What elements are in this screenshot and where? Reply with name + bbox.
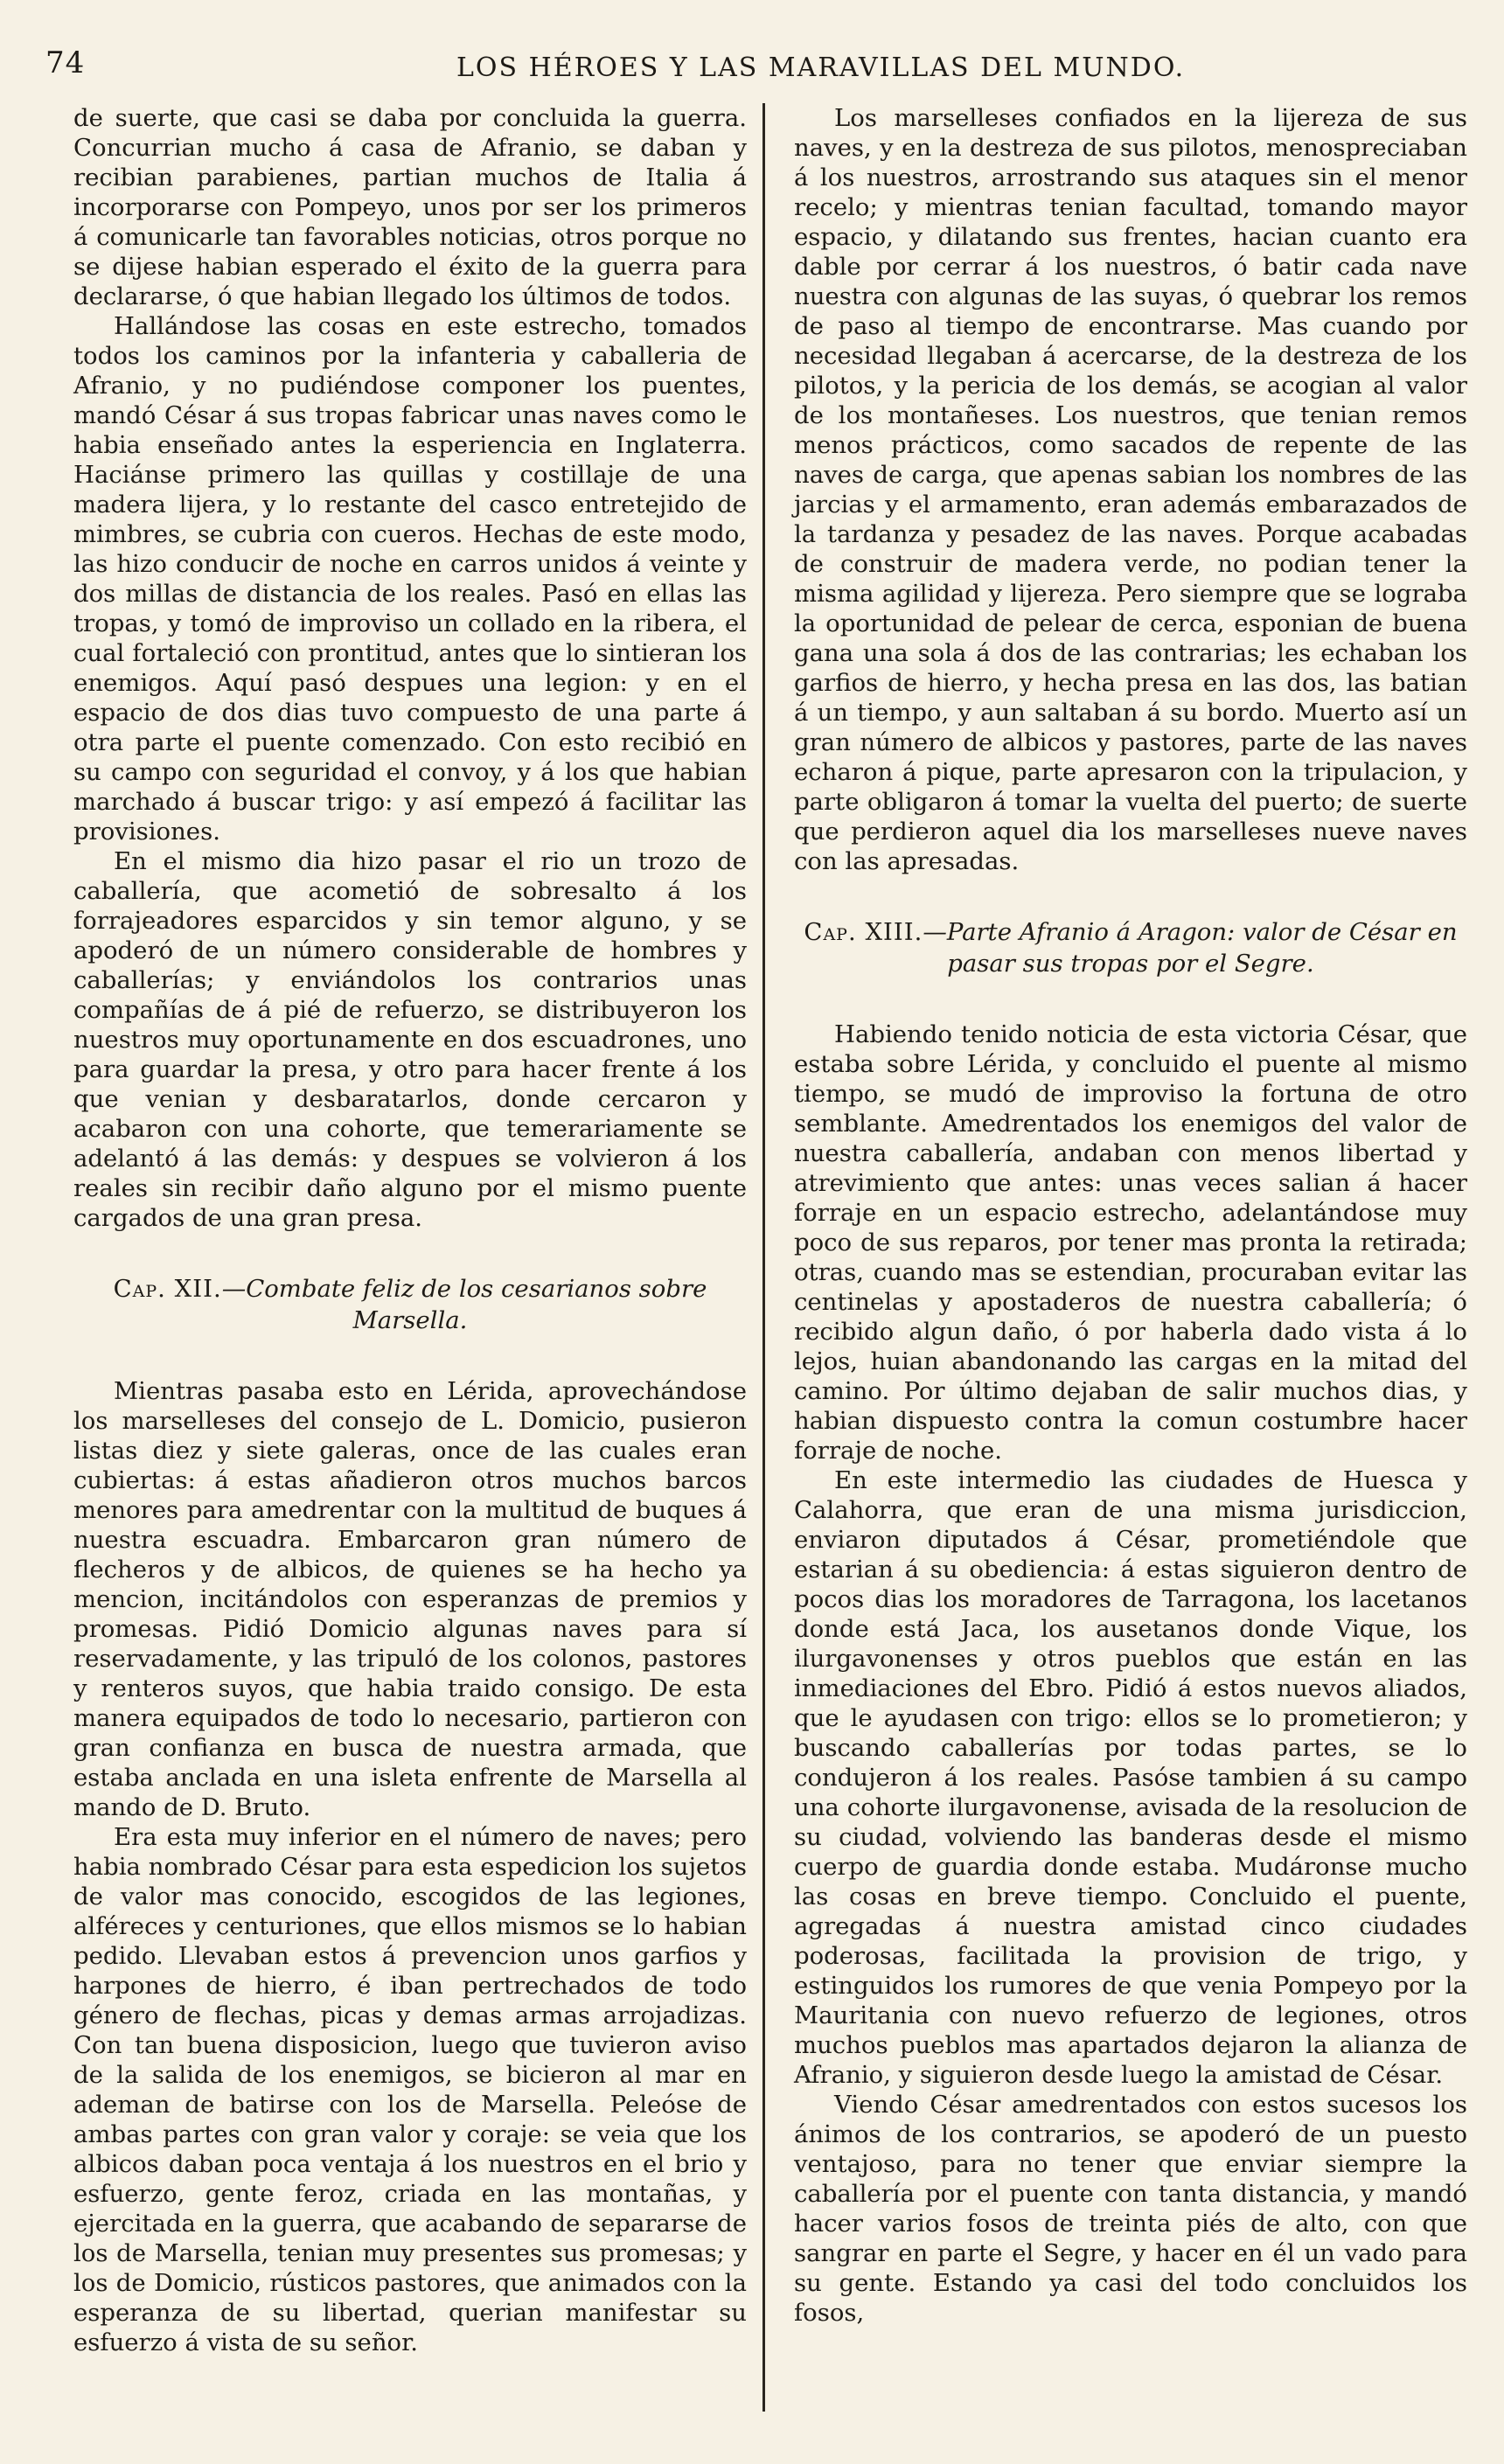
chapter-heading-xii	[73, 1273, 747, 1336]
running-title: LOS HÉROES Y LAS MARAVILLAS DEL MUNDO.	[456, 52, 1186, 83]
left-column	[73, 103, 747, 2357]
column-divider	[762, 103, 765, 2412]
chapter-heading-xiii	[794, 916, 1467, 979]
paragraph: Hallándose las cosas en este estrecho, tomados todos los caminos por la infanteria y caballeria de Afranio, y no pudiéndose componer los puentes, mandó César á sus tropas fabricar unas naves como le habia enseñado antes la esperiencia en Inglaterra. Haciánse primero las quillas y costillaje de una madera lijera, y lo restante del casco entretejido de mimbres, se cubria con cueros. Hechas de este modo, las hizo conducir de noche en carros unidos á veinte y dos millas de distancia de los reales. Pasó en ellas las tropas, y tomó de improviso un collado en la ribera, el cual fortaleció con prontitud, antes que lo sintieran los enemigos. Aquí pasó despues una legion: y en el espacio de dos dias tuvo compuesto de una parte á otra parte el puente comenzado. Con esto recibió en su campo con seguridad el convoy, y á los que habian marchado á buscar trigo: y así empezó á facilitar las provisiones.	[73, 312, 747, 846]
chapter-label: Cap. XII.	[113, 1275, 222, 1303]
paragraph: Mientras pasaba esto en Lérida, aprovechándose los marselleses del consejo de L. Domicio, pusieron listas diez y siete galeras, once de las cuales eran cubiertas: á estas añadieron otros muchos barcos menores para amedrentar con la multitud de buques á nuestra escuadra. Embarcaron gran número de flecheros y de albicos, de quienes se ha hecho ya mencion, incitándolos con esperanzas de premios y promesas. Pidió Domicio algunas naves para sí reservadamente, y las tripuló de los colonos, pastores y renteros suyos, que habia traido consigo. De esta manera equipados de todo lo necesario, partieron con gran confianza en busca de nuestra armada, que estaba anclada en una isleta enfrente de Marsella al mando de D. Bruto.	[73, 1377, 747, 1821]
chapter-title: —Parte Afranio á Aragon: valor de César en pasar sus tropas por el Segre.	[923, 918, 1458, 978]
paragraph: de suerte, que casi se daba por concluida la guerra. Concurrian mucho á casa de Afranio, se daban y recibian parabienes, partian muchos de Italia á incorporarse con Pompeyo, unos por ser los primeros á comunicarle tan favorables noticias, otros porque no se dijese habian esperado el éxito de la guerra para declararse, ó que habian llegado los últimos de todos.	[73, 104, 747, 310]
paragraph: Era esta muy inferior en el número de naves; pero habia nombrado César para esta espedicion los sujetos de valor mas conocido, escogidos de las legiones, alféreces y centuriones, que ellos mismos se lo habian pedido. Llevaban estos á prevencion unos garfios y harpones de hierro, é iban pertrechados de todo género de flechas, picas y demas armas arrojadizas. Con tan buena disposicion, luego que tuvieron aviso de la salida de los enemigos, se bicieron al mar en ademan de batirse con los de Marsella. Peleóse de ambas partes con gran valor y coraje: se veia que los albicos daban poca ventaja á los nuestros en el brio y esfuerzo, gente feroz, criada en las montañas, y ejercitada en la guerra, que acabando de separarse de los de Marsella, tenian muy presentes sus promesas; y los de Domicio, rústicos pastores, que animados con la esperanza de su libertad, querian manifestar su esfuerzo á vista de su señor.	[73, 1823, 747, 2356]
page-number: 74	[45, 45, 86, 80]
paragraph: En este intermedio las ciudades de Huesca y Calahorra, que eran de una misma jurisdiccion, enviaron diputados á César, prometiéndole que estarian á su obediencia: á estas siguieron dentro de pocos dias los moradores de Tarragona, los lacetanos donde está Jaca, los ausetanos donde Vique, los ilurgavonenses y otros pueblos que están en las inmediaciones del Ebro. Pidió á estos nuevos aliados, que le ayudasen con trigo: ellos se lo prometieron; y buscando caballerías por todas partes, se lo condujeron á los reales. Pasóse tambien á su campo una cohorte ilurgavonense, avisada de la resolucion de su ciudad, volviendo las banderas desde el mismo cuerpo de guardia donde estaba. Mudáronse mucho las cosas en breve tiempo. Concluido el puente, agregadas á nuestra amistad cinco ciudades poderosas, facilitada la provision de trigo, y estinguidos los rumores de que venia Pompeyo por la Mauritania con nuevo refuerzo de legiones, otros muchos pueblos mas apartados dejaron la alianza de Afranio, y siguieron desde luego la amistad de César.	[794, 1466, 1467, 2089]
paragraph: Viendo César amedrentados con estos sucesos los ánimos de los contrarios, se apoderó de un puesto ventajoso, para no tener que enviar siempre la caballería por el puente con tanta distancia, y mandó hacer varios fosos de treinta piés de alto, con que sangrar en parte el Segre, y hacer en él un vado para su gente. Estando ya casi del todo concluidos los fosos,	[794, 2091, 1467, 2327]
chapter-label: Cap. XIII.	[804, 918, 923, 946]
paragraph: Los marselleses confiados en la lijereza de sus naves, y en la destreza de sus pilotos, menospreciaban á los nuestros, arrostrando sus ataques sin el menor recelo; y mientras tenian facultad, tomando mayor espacio, y dilatando sus frentes, hacian cuanto era dable por cerrar á los nuestros, ó batir cada nave nuestra con algunas de las suyas, ó quebrar los remos de paso al tiempo de encontrarse. Mas cuando por necesidad llegaban á acercarse, de la destreza de los pilotos, y la pericia de los demás, se acogian al valor de los montañeses. Los nuestros, que tenian remos menos prácticos, como sacados de repente de las naves de carga, que apenas sabian los nombres de las jarcias y el armamento, eran además embarazados de la tardanza y pesadez de las naves. Porque acabadas de construir de madera verde, no podian tener la misma agilidad y lijereza. Pero siempre que se lograba la oportunidad de pelear de cerca, esponian de buena gana una sola á dos de las contrarias; les echaban los garfios de hierro, y hecha presa en las dos, las batian á un tiempo, y aun saltaban á su bordo. Muerto así un gran número de albicos y pastores, parte de las naves echaron á pique, parte apresaron con la tripulacion, y parte obligaron á tomar la vuelta del puerto; de suerte que perdieron aquel dia los marselleses nueve naves con las apresadas.	[794, 104, 1467, 875]
chapter-title: —Combate feliz de los cesarianos sobre Marsella.	[221, 1275, 707, 1334]
right-column	[794, 103, 1467, 2328]
paragraph: Habiendo tenido noticia de esta victoria César, que estaba sobre Lérida, y concluido el puente al mismo tiempo, se mudó de improviso la fortuna de otro semblante. Amedrentados los enemigos del valor de nuestra caballería, andaban con menos libertad y atrevimiento que antes: unas veces salian á hacer forraje en un espacio estrecho, adelantándose muy poco de sus reparos, por tener mas pronta la retirada; otras, cuando mas se estendian, procuraban evitar las centinelas y apostaderos de nuestra caballería; ó recibido algun daño, ó por haberla dado vista á lo lejos, huian abandonando las cargas en la mitad del camino. Por último dejaban de salir muchos dias, y habian dispuesto contra la comun costumbre hacer forraje de noche.	[794, 1020, 1467, 1465]
paragraph: En el mismo dia hizo pasar el rio un trozo de caballería, que acometió de sobresalto á los forrajeadores esparcidos y sin temor alguno, y se apoderó de un número considerable de hombres y caballerías; y enviándolos los contrarios unas compañías de á pié de refuerzo, se distribuyeron los nuestros muy oportunamente en dos escuadrones, uno para guardar la presa, y otro para hacer frente á los que venian y desbaratarlos, donde cercaron y acabaron con una cohorte, que temerariamente se adelantó á las demás: y despues se volvieron á los reales sin recibir daño alguno por el mismo puente cargados de una gran presa.	[73, 847, 747, 1232]
page-header	[45, 45, 1473, 89]
